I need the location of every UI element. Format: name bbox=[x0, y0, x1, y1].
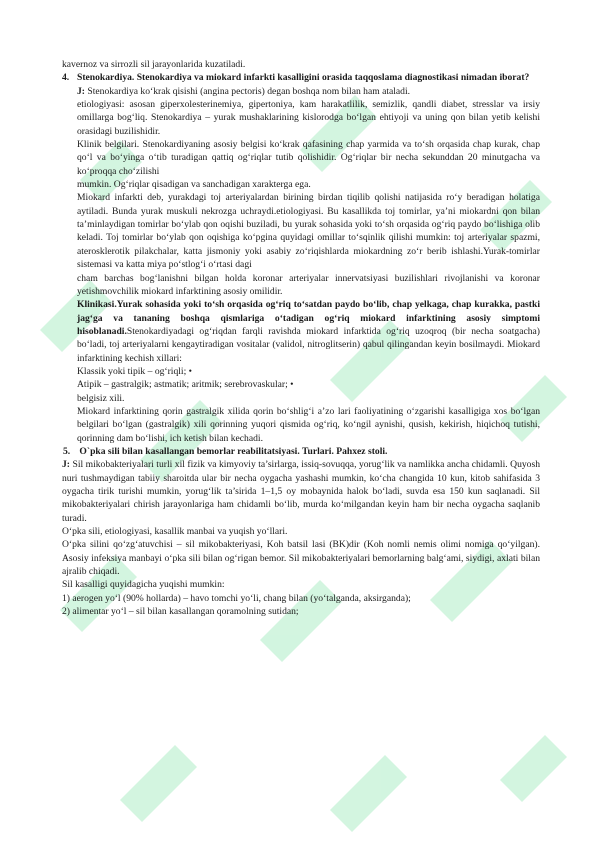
paragraph-mumkin: mumkin. Og‘riqlar qisadigan va sanchadigan xarakterga ega. bbox=[77, 179, 311, 191]
list-item-atypical: Atipik – gastralgik; astmatik; aritmik; serebrovaskular; • bbox=[77, 379, 294, 391]
answer-tb bbox=[62, 458, 540, 525]
answer-text: Sil mikobakteriyalari turli xil fizik va kimyoviy ta’sirlarga, issiq-sovuqqa, yorug‘lik va namlikka ancha chidamli. Quyosh nuri tushmaydigan tabiiy sharoitda ular bir necha oygacha yashashi mumkin, ko‘cha changida 10 kun, kitob sahifasida 3 oygacha tirik turishi mumkin, yorug‘lik ta’sirida 1–1,5 oy mobaynida halok bo‘ladi, suvda esa 150 kun saqlanadi. Sil mikobakteriyalari chirish jarayonlariga ham chidamli bo‘lib, murda ko‘milgandan keyin ham bir necha oygacha saqlanib turadi. bbox=[62, 459, 540, 524]
heading-question-4 bbox=[62, 71, 540, 84]
paragraph-coronary: cham barchas bog‘lanishni bilgan holda koronar arteriyalar innervatsiyasi buzilishlari rivojlanishi va koronar yetishmovchilik miokard infarktining asosiy omilidir. bbox=[77, 272, 540, 297]
answer-text: Stenokardiya ko‘krak qisishi (angina pectoris) degan boshqa nom bilan ham ataladi. bbox=[85, 85, 411, 97]
question-text: O`pka sili bilan kasallangan bemorlar reabilitatsiyasi. Turlari. Pahxez stoli. bbox=[79, 445, 388, 457]
list-item-asymptomatic: belgisiz xili. bbox=[77, 392, 125, 404]
paragraph-tb-agent: O‘pka silini qo‘zg‘atuvchisi – sil mikobakteriyasi, Koh batsil lasi (BK)dir (Koh nomli nemis olimi nomiga qo‘yilgan). Asosiy infeksiya manbayi o‘pka sili bilan og‘rigan bemor. Sil mikobakteriyalari bemorlarning balg‘ami, siydigi, axlati bilan ajralib chiqadi. bbox=[62, 539, 540, 578]
clinic-text: Stenokardiyadagi og‘riqdan farqli ravishda miokard infarktida og‘riq uzoqroq (bir necha soatgacha) bo‘ladi, toj arteriyalarni kengaytiradigan vositalar (validol, nitroglitserin) qabul qilingandan keyin bosilmaydi. Miokard infarktining kechish xillari: bbox=[77, 325, 540, 364]
paragraph-clinical-signs: Klinik belgilari. Stenokardiyaning asosiy belgisi ko‘krak qafasining chap yarmida va to‘sh orqasida chap kurak, chap qo‘l va bo‘yinga o‘tib turadigan qattiq og‘riqlar tutib qolishidir. Og‘riqlar bir necha sekunddan 20 minutgacha va ko‘proqqa cho‘zilishi bbox=[77, 139, 540, 177]
answer-label: J: bbox=[62, 459, 70, 471]
paragraph-transmission: Sil kasalligi quyidagicha yuqishi mumkin: bbox=[62, 579, 225, 591]
document-body bbox=[62, 58, 540, 618]
paragraph-myocardial: Miokard infarkti deb, yurakdagi toj arteriyalardan birining birdan tiqilib qolishi natijasida ro‘y beradigan holatiga aytiladi. Bunda yurak muskuli nekrozga uchraydi.etiologiyasi. Bu kasallikda toj tomirlar, ya’ni miokardni qon bilan ta’minlaydigan tomirlar bo‘ylab qon oqishi buziladi, bu yurak sohasida yoki to‘sh orqasida og‘riq paydo bo‘lishiga olib keladi. Toj tomirlar bo‘ylab qon oqishiga ko‘pgina quyidagi omillar to‘sqinlik qilishi mumkin: toj arteriyalar spazmi, aterosklerotik pilakchalar, katta jismoniy yoki asabiy zo‘riqishlarda miokardning zo‘r berib ishlashi.Yurak-tomirlar sistemasi va katta miya po‘stlog‘i o‘rtasi dagi bbox=[77, 192, 540, 271]
list-item-aerogen: 1) aerogen yo‘l (90% hollarda) – havo tomchi yo‘li, chang bilan (yo‘talganda, aksirganda); bbox=[62, 592, 411, 604]
clinic-bold-text: Klinikasi.Yurak sohasida yoki to‘sh orqasida og‘riq to‘satdan paydo bo‘lib, chap yelkaga, chap kurakka, pastki jag‘ga va tananing boshqa qismlariga o‘tadigan og‘riq miokard infarktining asosiy simptomi hisoblanadi. bbox=[77, 299, 540, 337]
answer-intro bbox=[77, 85, 540, 98]
paragraph-intro: kavernoz va sirrozli sil jarayonlarida kuzatiladi. bbox=[62, 59, 246, 70]
paragraph-gastralgic: Miokard infarktining qorin gastralgik xilida qorin bo‘shlig‘i a’zo lari faoliyatining o‘zgarishi kasalligiga xos bo‘lgan belgilari bo‘lgan (gastralgik) xili qorinning yuqori qismida og‘riq, ko‘ngil aynishi, qusish, kekirish, hiqichoq tutishi, qorinning dam bo‘lishi, ich ketish bilan kechadi. bbox=[77, 405, 540, 444]
list-item-alimentary: 2) alimentar yo‘l – sil bilan kasallangan qoramolning sutidan; bbox=[62, 606, 299, 618]
answer-block-4 bbox=[62, 85, 540, 445]
list-item-classic: Klassik yoki tipik – og‘riqli; • bbox=[77, 365, 193, 377]
paragraph-etiology: etiologiyasi: asosan giperxolesterinemiya, gipertoniya, kam harakatlilik, semizlik, qandli diabet, stresslar va irsiy omillarga bog‘liq. Stenokardiya – yurak mushaklarining kislorodga bo‘lgan ehtiyoji va uning qon bilan yetib kelishi orasidagi buzilishidir. bbox=[77, 99, 540, 137]
question-number: 5. bbox=[63, 445, 71, 457]
paragraph-clinic bbox=[77, 298, 540, 365]
paragraph-tb-etiology: O‘pka sili, etiologiyasi, kasallik manbai va yuqish yo‘llari. bbox=[62, 526, 288, 538]
question-number: 4. bbox=[62, 72, 70, 84]
answer-label: J: bbox=[77, 85, 85, 97]
question-text: Stenokardiya. Stenokardiya va miokard infarkti kasalligini orasida taqqoslama diagnostikasi nimadan iborat? bbox=[77, 72, 530, 84]
heading-question-5 bbox=[62, 445, 540, 458]
